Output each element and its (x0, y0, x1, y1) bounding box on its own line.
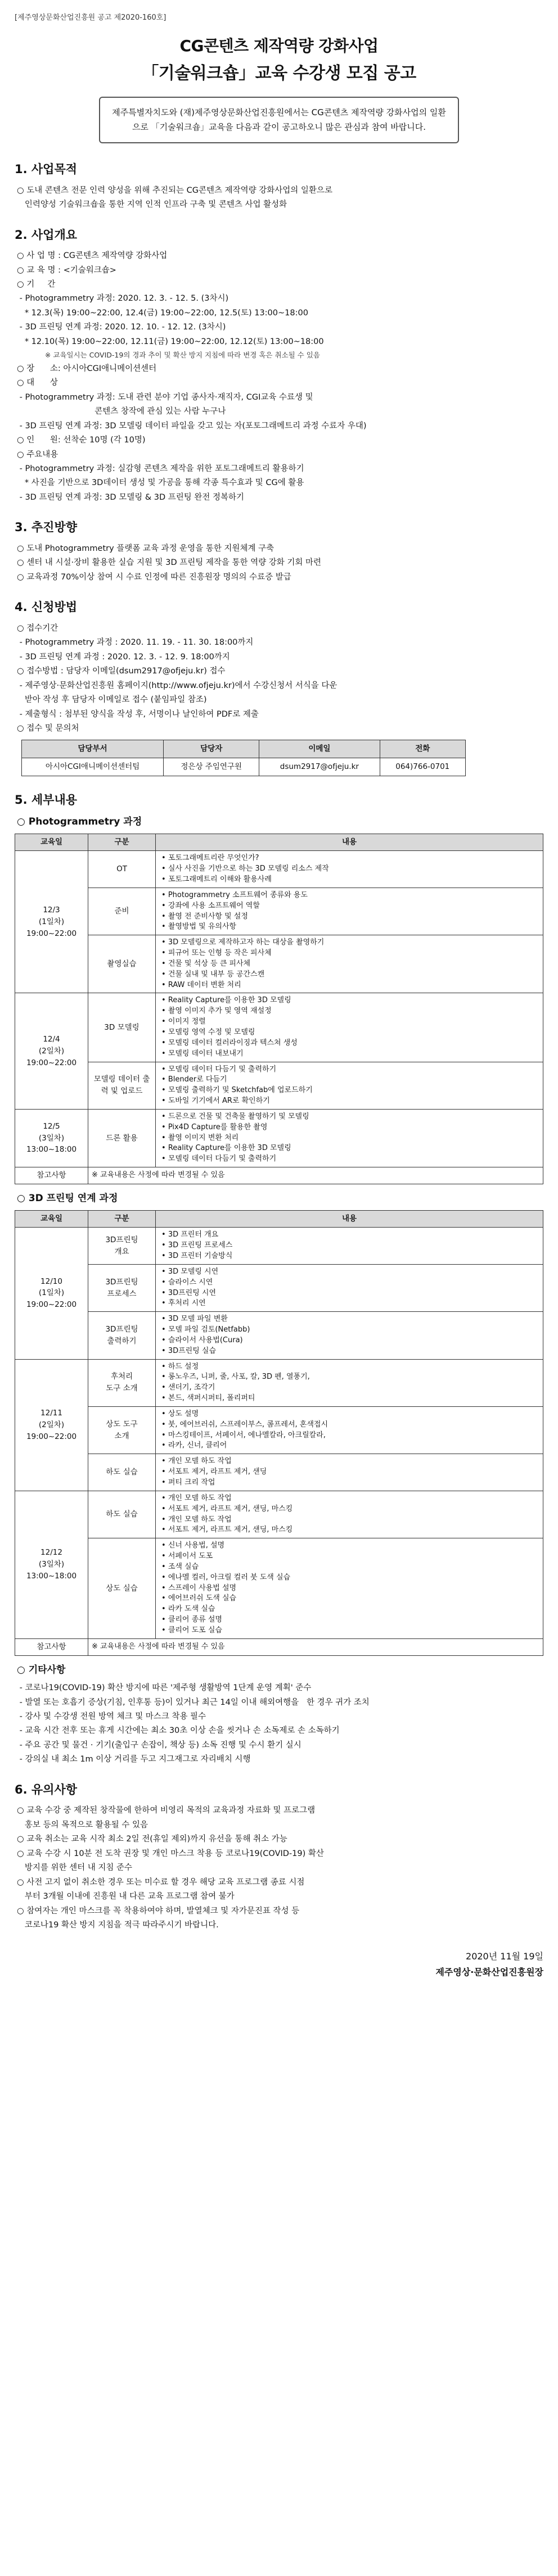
section-title: 1. 사업목적 (15, 162, 78, 176)
section-body (15, 622, 543, 735)
schedule-content-cell (156, 1454, 543, 1491)
schedule-item: • 모델링 데이터 다듬기 및 출력하기 (161, 1065, 539, 1075)
schedule-content-cell (156, 888, 543, 935)
schedule-item: • 도바일 기기에서 AR로 확인하기 (161, 1096, 539, 1107)
schedule-header-cell: 구분 (88, 834, 156, 851)
schedule-item: • 슬라이스 시연 (161, 1278, 539, 1288)
etc-subtitle: ○ 기타사항 (17, 1664, 66, 1676)
schedule-row (15, 1491, 543, 1538)
schedule-item: • 본드, 색퍼시퍼티, 폴리퍼티 (161, 1393, 539, 1404)
schedule-category-cell: 후처리 도구 소개 (88, 1359, 156, 1406)
etc-body (15, 1682, 543, 1766)
schedule-header-cell: 내용 (156, 1211, 543, 1228)
text-line: ※ 교육일시는 COVID-19의 경과 추이 및 확산 방지 지침에 따라 변경 혹은 취소될 수 있음 (34, 351, 320, 360)
schedule-item: • 드론으로 건물 및 건축물 촬영하기 및 모델링 (161, 1112, 539, 1122)
schedule-item: • 모델링 데이터 다듬기 및 출력하기 (161, 1154, 539, 1165)
text-line: ○ 교육 수강 시 10분 전 도착 권장 및 개인 마스크 착용 등 코로나19(COVID-19) 확산 (17, 1849, 324, 1858)
title-line-1: CG콘텐츠 제작역량 강화사업 (179, 37, 379, 56)
schedule-item: • 3D 프린팅 프로세스 (161, 1241, 539, 1251)
section-body (15, 542, 543, 583)
schedule-category-cell: 준비 (88, 888, 156, 935)
schedule-header-cell: 교육일 (15, 834, 88, 851)
text-line: ○ 센터 내 시설·장비 활용한 실습 지원 및 3D 프린팅 제작을 통한 역량 강화 기회 마련 (17, 558, 322, 568)
section-application (15, 598, 543, 776)
schedule-item: • 붓, 에어브러쉬, 스프레이부스, 콤프레셔, 혼색접시 (161, 1420, 539, 1430)
text-line: 홍보 등의 목적으로 활용될 수 있음 (17, 1820, 148, 1830)
schedule-item: • 3D 프린터 기술방식 (161, 1251, 539, 1262)
schedule-category-cell: OT (88, 851, 156, 888)
text-line: ○ 교육 취소는 교육 시작 최소 2일 전(휴일 제외)까지 유선을 통해 취소 가능 (17, 1835, 287, 1844)
schedule-category-cell: 모델링 데이터 출력 및 업로드 (88, 1062, 156, 1109)
schedule-item: • 개인 모델 하도 작업 (161, 1515, 539, 1525)
schedule-item: • Photogrammetry 소프트웨어 종류와 용도 (161, 890, 539, 901)
section-direction (15, 518, 543, 583)
contact-cell: 아시아CGI애니메이션센터팀 (22, 758, 164, 776)
schedule-day-cell: 12/12 (3일차) 13:00~18:00 (15, 1491, 88, 1638)
schedule-item: • 촬영방법 및 유의사항 (161, 922, 539, 932)
schedule-item: • 3D 프린터 개요 (161, 1230, 539, 1241)
schedule-category-cell: 촬영실습 (88, 935, 156, 993)
section-title: 6. 유의사항 (15, 1782, 78, 1796)
schedule-item: • 3D 모델링으로 제작하고자 하는 대상을 촬영하기 (161, 938, 539, 948)
schedule-day-cell: 12/11 (2일차) 19:00~22:00 (15, 1359, 88, 1491)
schedule-item: • 퍼티 크리 작업 (161, 1478, 539, 1488)
text-line: - Photogrammetry 과정 : 2020. 11. 19. - 11. 30. 18:00까지 (17, 638, 254, 648)
schedule-category-cell: 상도 도구 소개 (88, 1406, 156, 1454)
text-line: - 3D 프린팅 연계 과정 : 2020. 12. 3. - 12. 9. 18:00까지 (17, 652, 230, 662)
schedule-header-cell: 내용 (156, 834, 543, 851)
text-line: ○ 사 업 명 : CG콘텐츠 제작역량 강화사업 (17, 251, 168, 261)
text-line: - 코로나19(COVID-19) 확산 방지에 따른 '제주형 생활방역 1단계 운영 계획' 준수 (17, 1683, 312, 1693)
schedule-item: • 강좌에 사용 소프트웨어 역할 (161, 901, 539, 912)
text-line: 받아 작성 후 담당자 이메일로 접수 (붙임파일 참조) (17, 695, 207, 705)
text-line: 콘텐츠 창작에 관심 있는 사람 누구나 (17, 407, 226, 416)
schedule-content-cell (156, 1062, 543, 1109)
intro-box: 제주특별자치도와 (재)제주영상문화산업진흥원에서는 CG콘텐츠 제작역량 강화사업의 일환으로 「기술워크숍」교육을 다음과 같이 공고하오니 많은 관심과 참여 바랍니다. (99, 97, 459, 143)
text-line: ○ 도내 Photogrammetry 플랫폼 교육 과정 운영을 통한 지원체계 구축 (17, 544, 274, 553)
section-body (15, 184, 543, 211)
schedule-item: • Pix4D Capture를 활용한 촬영 (161, 1122, 539, 1133)
schedule-item: • 포토그래메트리 이해와 활용사례 (161, 875, 539, 885)
text-line: * 12.3(목) 19:00~22:00, 12.4(금) 19:00~22:00, 12.5(토) 13:00~18:00 (17, 308, 308, 318)
text-line: 인력양성 기술워크숍을 통한 지역 인적 인프라 구축 및 콘텐츠 사업 활성화 (17, 200, 287, 210)
text-line: ○ 교육 수강 중 제작된 창작물에 한하여 비영리 목적의 교육과정 자료화 및 프로그램 (17, 1806, 316, 1816)
text-line: ○ 주요내용 (17, 450, 58, 459)
contact-cell: 정은상 주임연구원 (164, 758, 259, 776)
schedule-row (15, 935, 543, 993)
schedule-item: • 촬영 전 준비사항 및 설정 (161, 912, 539, 922)
schedule-category-cell: 하도 실습 (88, 1491, 156, 1538)
text-line: - 강의실 내 최소 1m 이상 거리를 두고 지그재그로 자리배치 시행 (17, 1755, 251, 1764)
schedule-category-cell: 3D프린팅 프로세스 (88, 1264, 156, 1311)
contact-cell: dsum2917@ofjeju.kr (259, 758, 380, 776)
schedule-category-cell: 드론 활용 (88, 1109, 156, 1167)
schedule-item: • 스프레이 사용법 설명 (161, 1583, 539, 1594)
text-line: ○ 사전 고지 없이 취소한 경우 또는 미수료 할 경우 해당 교육 프로그램 종료 시점 (17, 1877, 305, 1887)
schedule-content-cell (156, 1491, 543, 1538)
text-line: ○ 도내 콘텐츠 전문 인력 양성을 위해 추진되는 CG콘텐츠 제작역량 강화사업의 일환으로 (17, 185, 332, 195)
schedule-item: • 실사 사진을 기반으로 하는 3D 모델링 리소스 제작 (161, 864, 539, 875)
schedule-content-cell (156, 1264, 543, 1311)
text-line: - 발열 또는 호흡기 증상(기침, 인후통 등)이 있거나 최근 14일 이내 해외여행을 한 경우 귀가 조치 (17, 1697, 370, 1707)
schedule-note-row (15, 1167, 543, 1184)
contact-cell: 064)766-0701 (380, 758, 466, 776)
schedule-row (15, 1454, 543, 1491)
schedule-item: • 모델링 영역 수정 및 모델링 (161, 1027, 539, 1038)
text-line: ○ 접수방법 : 담당자 이메일(dsum2917@ofjeju.kr) 접수 (17, 667, 226, 676)
schedule-day-cell: 12/3 (1일차) 19:00~22:00 (15, 851, 88, 993)
schedule-header-cell: 교육일 (15, 1211, 88, 1228)
contact-header-cell: 전화 (380, 740, 466, 758)
schedule-item: • 서페이서 도포 (161, 1551, 539, 1562)
schedule-item: • 포토그래메트리란 무엇인가? (161, 853, 539, 864)
text-line: ○ 기 간 (17, 280, 56, 289)
schedule-item: • 마스킹테이프, 서페이서, 에나멜칼라, 아크릴칼라, (161, 1430, 539, 1441)
section-title: 2. 사업개요 (15, 228, 78, 242)
schedule-item: • 클리어 종류 설명 (161, 1615, 539, 1626)
schedule-category-cell: 3D프린팅 출력하기 (88, 1312, 156, 1359)
contact-header-cell: 이메일 (259, 740, 380, 758)
schedule-item: • 촬영 이미지 변환 처리 (161, 1133, 539, 1144)
schedule-item: • Blender로 다듬기 (161, 1075, 539, 1085)
schedule-item: • 라카, 신너, 클리어 (161, 1441, 539, 1451)
schedule-item: • 하드 설정 (161, 1362, 539, 1373)
sign-date: 2020년 11월 19일 (466, 1950, 543, 1962)
text-line: 방지를 위한 센터 내 지침 준수 (17, 1863, 132, 1873)
text-line: - 교육 시간 전후 또는 휴게 시간에는 최소 30초 이상 손을 씻거나 손 소독제로 손 소독하기 (17, 1726, 340, 1736)
schedule-item: • 샌더기, 조각기 (161, 1383, 539, 1393)
schedule-header-row (15, 834, 543, 851)
schedule-item: • 롱노우즈, 니퍼, 줄, 사포, 칼, 3D 펜, 열풍기, (161, 1372, 539, 1383)
schedule-category-cell: 3D 모델링 (88, 993, 156, 1062)
contact-header-row (22, 740, 466, 758)
printing-schedule-table (15, 1210, 543, 1655)
schedule-row (15, 1359, 543, 1406)
schedule-row (15, 1538, 543, 1639)
schedule-category-cell: 3D프린팅 개요 (88, 1228, 156, 1265)
text-line: ○ 접수 및 문의처 (17, 724, 79, 734)
schedule-item: • Reality Capture를 이용한 3D 모델링 (161, 995, 539, 1006)
text-line: - 3D 프린팅 연계 과정: 3D 모델링 & 3D 프린팅 완전 정복하기 (17, 492, 245, 502)
contact-header-cell: 담당부서 (22, 740, 164, 758)
note-text-cell: ※ 교육내용은 사정에 따라 변경될 수 있음 (88, 1167, 543, 1184)
schedule-item: • 개인 모델 하도 작업 (161, 1493, 539, 1504)
text-line: ○ 교육과정 70%이상 참여 시 수료 인정에 따른 진흥원장 명의의 수료증 발급 (17, 572, 291, 582)
schedule-item: • 클리어 도포 실습 (161, 1626, 539, 1636)
text-line: - 제출형식 : 첨부된 양식을 작성 후, 서명이나 날인하여 PDF로 제출 (17, 709, 259, 719)
schedule-row (15, 851, 543, 888)
section-body (15, 1804, 543, 1931)
schedule-item: • 3D 모델링 시연 (161, 1267, 539, 1278)
text-line: - 3D 프린팅 연계 과정: 2020. 12. 10. - 12. 12. (3차시) (17, 323, 226, 332)
schedule-item: • 상도 설명 (161, 1409, 539, 1420)
signature-block (15, 1949, 543, 1981)
text-line: - Photogrammetry 과정: 실감형 콘텐츠 제작을 위한 포토그래메트리 활용하기 (17, 464, 304, 473)
schedule-item: • 모델 파일 검토(Netfabb) (161, 1325, 539, 1335)
text-line: ○ 참여자는 개인 마스크를 꼭 착용하여야 하며, 발열체크 및 자가문진표 작성 등 (17, 1906, 300, 1916)
section-notes (15, 1781, 543, 1932)
text-line: - 강사 및 수강생 전원 방역 체크 및 마스크 착용 필수 (17, 1712, 206, 1722)
text-line: ○ 교 육 명 : <기술워크숍> (17, 265, 116, 275)
schedule-day-cell: 12/4 (2일차) 19:00~22:00 (15, 993, 88, 1109)
note-label-cell: 참고사항 (15, 1167, 88, 1184)
section-overview (15, 226, 543, 504)
schedule-item: • 3D프린팅 시연 (161, 1288, 539, 1299)
schedule-item: • Reality Capture를 이용한 3D 모델링 (161, 1143, 539, 1154)
schedule-note-row (15, 1638, 543, 1655)
schedule-item: • 조색 실습 (161, 1562, 539, 1573)
doc-number: [제주영상문화산업진흥원 공고 제2020-160호] (15, 13, 166, 22)
contact-table (21, 740, 466, 776)
schedule-header-cell: 구분 (88, 1211, 156, 1228)
schedule-day-cell: 12/5 (3일차) 13:00~18:00 (15, 1109, 88, 1167)
text-line: 코로나19 확산 방지 지침을 적극 따라주시기 바랍니다. (17, 1921, 219, 1930)
text-line: - Photogrammetry 과정: 2020. 12. 3. - 12. 5. (3차시) (17, 294, 229, 304)
schedule-item: • 모델링 데이터 내보내기 (161, 1049, 539, 1060)
schedule-item: • 모델링 데이터 컬러라이징과 텍스쳐 생성 (161, 1038, 539, 1049)
section-title: 4. 신청방법 (15, 600, 78, 614)
text-line: - Photogrammetry 과정: 도내 관련 분야 기업 종사자·재직자, CGI교육 수료생 및 (17, 392, 313, 402)
photogrammetry-subtitle: ○ Photogrammetry 과정 (17, 816, 142, 828)
text-line: * 12.10(목) 19:00~22:00, 12.11(금) 19:00~22:00, 12.12(토) 13:00~18:00 (17, 337, 324, 346)
schedule-content-cell (156, 1312, 543, 1359)
contact-header-cell: 담당자 (164, 740, 259, 758)
schedule-item: • 이미지 정렬 (161, 1017, 539, 1027)
schedule-item: • 서포트 제거, 라프트 제거, 샌딩, 마스킹 (161, 1525, 539, 1536)
text-line: ○ 인 원: 선착순 10명 (각 10명) (17, 436, 146, 445)
title-box (15, 34, 543, 87)
section-title: 5. 세부내용 (15, 793, 78, 807)
schedule-content-cell (156, 935, 543, 993)
text-line: ○ 장 소: 아시아CGI애니메이션센터 (17, 364, 157, 373)
schedule-item: • 3D 모델 파일 변환 (161, 1314, 539, 1325)
schedule-content-cell (156, 851, 543, 888)
text-line: 부터 3개월 이내에 진흥원 내 다른 교육 프로그램 참여 불가 (17, 1892, 235, 1902)
schedule-item: • 개인 모델 하도 작업 (161, 1456, 539, 1467)
text-line: * 사진을 기반으로 3D데이터 생성 및 가공을 통해 각종 특수효과 및 CG에 활용 (17, 478, 304, 488)
schedule-row (15, 1109, 543, 1167)
printing-subtitle: ○ 3D 프린팅 연계 과정 (17, 1193, 118, 1205)
schedule-row (15, 993, 543, 1062)
schedule-content-cell (156, 1109, 543, 1167)
schedule-content-cell (156, 1406, 543, 1454)
schedule-content-cell (156, 993, 543, 1062)
section-body (15, 250, 543, 504)
schedule-header-row (15, 1211, 543, 1228)
section-purpose (15, 160, 543, 211)
note-label-cell: 참고사항 (15, 1638, 88, 1655)
schedule-item: • 촬영 이미지 추가 및 영역 재설정 (161, 1006, 539, 1017)
schedule-item: • 건물 실내 및 내부 등 공간스캔 (161, 970, 539, 980)
text-line: - 3D 프린팅 연계 과정: 3D 모델링 데이터 파일을 갖고 있는 자(포토그래메트리 과정 수료자 우대) (17, 421, 367, 431)
schedule-item: • 서포트 제거, 라프트 제거, 샌딩, 마스킹 (161, 1504, 539, 1515)
schedule-row (15, 1062, 543, 1109)
schedule-row (15, 1264, 543, 1311)
contact-data-row (22, 758, 466, 776)
schedule-item: • 후처리 시연 (161, 1298, 539, 1309)
sign-organization: 제주영상·문화산업진흥원장 (435, 1967, 543, 1978)
section-title: 3. 추진방향 (15, 520, 78, 535)
schedule-item: • 신너 사용법, 설명 (161, 1541, 539, 1551)
schedule-category-cell: 상도 실습 (88, 1538, 156, 1639)
schedule-row (15, 1312, 543, 1359)
schedule-item: • 건물 및 석상 등 큰 피사체 (161, 959, 539, 970)
schedule-item: • 에나멜 컬러, 아크릴 컬러 붓 도색 실습 (161, 1573, 539, 1583)
schedule-item: • 3D프린팅 실습 (161, 1346, 539, 1357)
schedule-item: • 피규어 또는 인형 등 작은 피사체 (161, 948, 539, 959)
schedule-content-cell (156, 1228, 543, 1265)
schedule-item: • RAW 데이터 변환 처리 (161, 980, 539, 991)
text-line: ○ 대 상 (17, 378, 58, 388)
schedule-category-cell: 하도 실습 (88, 1454, 156, 1491)
note-text-cell: ※ 교육내용은 사정에 따라 변경될 수 있음 (88, 1638, 543, 1655)
text-line: - 주요 공간 및 물건 · 기기(출입구 손잡이, 책상 등) 소독 진행 및 수시 환기 실시 (17, 1740, 302, 1750)
section-details (15, 791, 543, 1766)
schedule-row (15, 888, 543, 935)
photogrammetry-schedule-table (15, 834, 543, 1184)
title-line-2: 「기술워크숍」교육 수강생 모집 공고 (142, 63, 416, 83)
text-line: - 제주영상·문화산업진흥원 홈페이지(http://www.ofjeju.kr)에서 수강신청서 서식을 다운 (17, 681, 338, 690)
schedule-item: • 모델링 출력하기 및 Sketchfab에 업로드하기 (161, 1085, 539, 1096)
schedule-item: • 슬라이서 사용법(Cura) (161, 1335, 539, 1346)
schedule-item: • 에어브러쉬 도색 실습 (161, 1593, 539, 1604)
schedule-content-cell (156, 1538, 543, 1639)
schedule-item: • 서포트 제거, 라프트 제거, 샌딩 (161, 1467, 539, 1478)
schedule-content-cell (156, 1359, 543, 1406)
text-line: ○ 접수기간 (17, 623, 58, 633)
schedule-day-cell: 12/10 (1일차) 19:00~22:00 (15, 1228, 88, 1359)
schedule-item: • 라카 도색 실습 (161, 1604, 539, 1615)
schedule-row (15, 1228, 543, 1265)
schedule-row (15, 1406, 543, 1454)
